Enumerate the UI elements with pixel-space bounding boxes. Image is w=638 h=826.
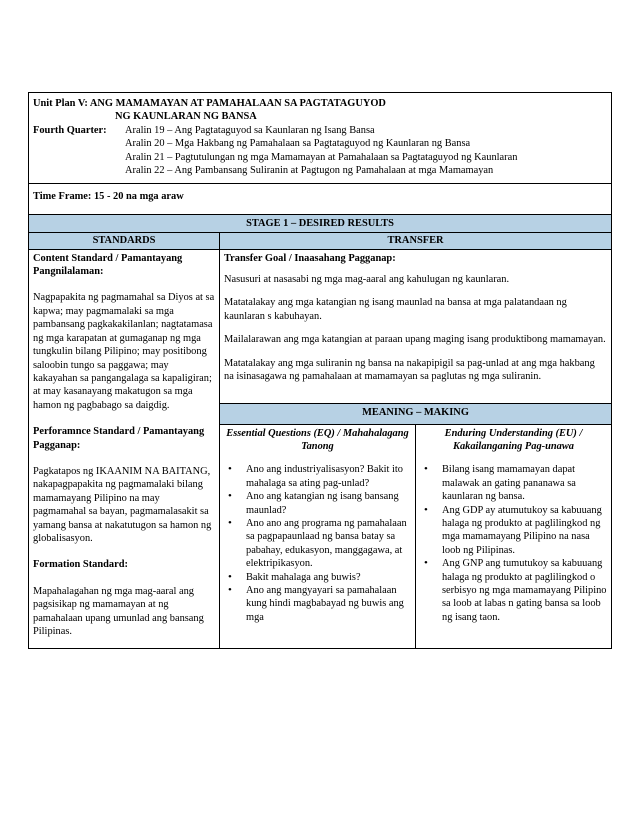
list-item: • Ano ang mangyayari sa pamahalaan kung hindi magbabayad ng buwis ang mga xyxy=(224,584,411,624)
stage-title: STAGE 1 – DESIRED RESULTS xyxy=(29,214,612,232)
formation-standard-title: Formation Standard: xyxy=(33,559,128,571)
transfer-goal-2: Matatalakay ang mga katangian ng isang maunlad na bansa at mga palatandaan ng kaunlaran s kabuhayan. xyxy=(224,297,567,322)
lesson-20: Aralin 20 – Mga Hakbang ng Pamahalaan sa Pagtataguyod ng Kaunlaran ng Bansa xyxy=(125,138,471,150)
performance-standard-title: Perforamnce Standard / Pamantayang Pagganap: xyxy=(33,426,205,451)
enduring-understanding-cell xyxy=(416,424,612,649)
transfer-header: TRANSFER xyxy=(220,233,612,249)
performance-standard-text: Pagkatapos ng IKAANIM NA BAITANG, nakapagpapakita ng pagmamalaki bilang mamamayang Pilipino na may pagmamahal sa bayan, pagmamalasakit sa yamang bansa at nakatutugon sa hamon ng globalisasyon. xyxy=(33,465,212,544)
list-item: • Ano ano ang programa ng pamahalaan sa pagpapaunlaad ng bansa batay sa pabahay, edukasyon, manggagawa, at elektripikasyon. xyxy=(224,517,411,571)
list-item: • Ano ang industriyalisasyon? Bakit ito mahalaga sa ating pag-unlad? xyxy=(224,463,411,490)
quarter-block xyxy=(33,124,607,178)
transfer-goal-4: Matatalakay ang mga suliranin ng bansa na nakapipigil sa pag-unlad at ang mga hakbang na isinasagawa ng pamahalaan at mamamayan sa paglutas ng mga suliranin. xyxy=(224,357,595,383)
unit-plan-title-cont: NG KAUNLARAN NG BANSA xyxy=(115,111,257,123)
meaning-making-title: MEANING – MAKING xyxy=(220,404,612,424)
content-standard-text: Nagpapakita ng pagmamahal sa Diyos at sa kapwa; may pagmamalaki sa mga pambansang pagkakakilanlan; nagtatamasa ng mga karapatan at gumaganap ng mga tungkulin bilang Pilipino; may positibong saloobin tungo sa paggawa; may kakayahan sa pangangalaga sa kapaligiran; at may kasanayang makatugon sa mga hamon ng pagbabago sa daigdig. xyxy=(33,292,215,411)
quarter-label: Fourth Quarter: xyxy=(33,124,107,136)
time-frame-row xyxy=(29,184,612,214)
unit-plan-table xyxy=(28,92,612,649)
time-frame: Time Frame: 15 - 20 na mga araw xyxy=(29,184,612,214)
lesson-22: Aralin 22 – Ang Pambansang Suliranin at Pagtugon ng Pamahalaan at mga Mamamayan xyxy=(125,165,494,177)
lesson-21: Aralin 21 – Pagtutulungan ng mga Mamamayan at Pamahalaan sa Pagtataguyod ng Kaunlaran xyxy=(125,151,518,163)
transfer-goal-3: Mailalarawan ang mga katangian at paraan upang maging isang produktibong mamamayan. xyxy=(224,334,606,346)
standards-cell xyxy=(29,249,220,649)
content-standard-title: Content Standard / Pamantayang Pangnilalaman: xyxy=(33,252,183,278)
list-item: • Ang GNP ang tumutukoy sa kabuuang halaga ng produkto at paglilingkod o serbisyo ng mga mamamayang Pilipino sa loob at labas n gating bansa sa loob ng isang taon. xyxy=(420,557,607,624)
body-row xyxy=(29,249,612,404)
list-item: • Bilang isang mamamayan dapat malawak an gating pananawa sa kaunlaran ng bansa. xyxy=(420,463,607,503)
unit-header-row xyxy=(29,93,612,184)
transfer-goal-1: Nasusuri at nasasabi ng mga mag-aaral ang kahulugan ng kaunlaran. xyxy=(224,274,510,286)
lesson-19: Aralin 19 – Ang Pagtataguyod sa Kaunlaran ng Isang Bansa xyxy=(125,124,375,136)
formation-standard-text: Mapahalagahan ng mga mag-aaral ang pagsisikap ng mamamayan at ng pamahalaan upang umunlad ang bansang Pilipinas. xyxy=(33,585,204,637)
eu-title: Enduring Understanding (EU) / Kakailanganing Pag-unawa xyxy=(444,427,583,452)
list-item: • Ang GDP ay atumutukoy sa kabuuang halaga ng produkto at paglilingkod ng mga mamamayang Pilipino na nasa loob ng Pilipinas. xyxy=(420,504,607,558)
unit-plan-title: Unit Plan V: ANG MAMAMAYAN AT PAMAHALAAN SA PAGTATAGUYOD xyxy=(33,98,386,109)
column-header-row xyxy=(29,233,612,249)
essential-questions-cell xyxy=(220,424,416,649)
unit-plan-document xyxy=(28,92,611,649)
list-item: • Bakit mahalaga ang buwis? xyxy=(224,571,411,584)
standards-header: STANDARDS xyxy=(29,233,220,249)
eu-list xyxy=(420,463,607,624)
eq-title: Essential Questions (EQ) / Mahahalagang Tanong xyxy=(226,427,409,452)
list-item: • Ano ang katangian ng isang bansang maunlad? xyxy=(224,490,411,517)
eq-list xyxy=(224,463,411,624)
transfer-goal-title: Transfer Goal / Inaasahang Pagganap: xyxy=(224,252,396,264)
transfer-cell xyxy=(220,249,612,404)
stage-row xyxy=(29,214,612,232)
